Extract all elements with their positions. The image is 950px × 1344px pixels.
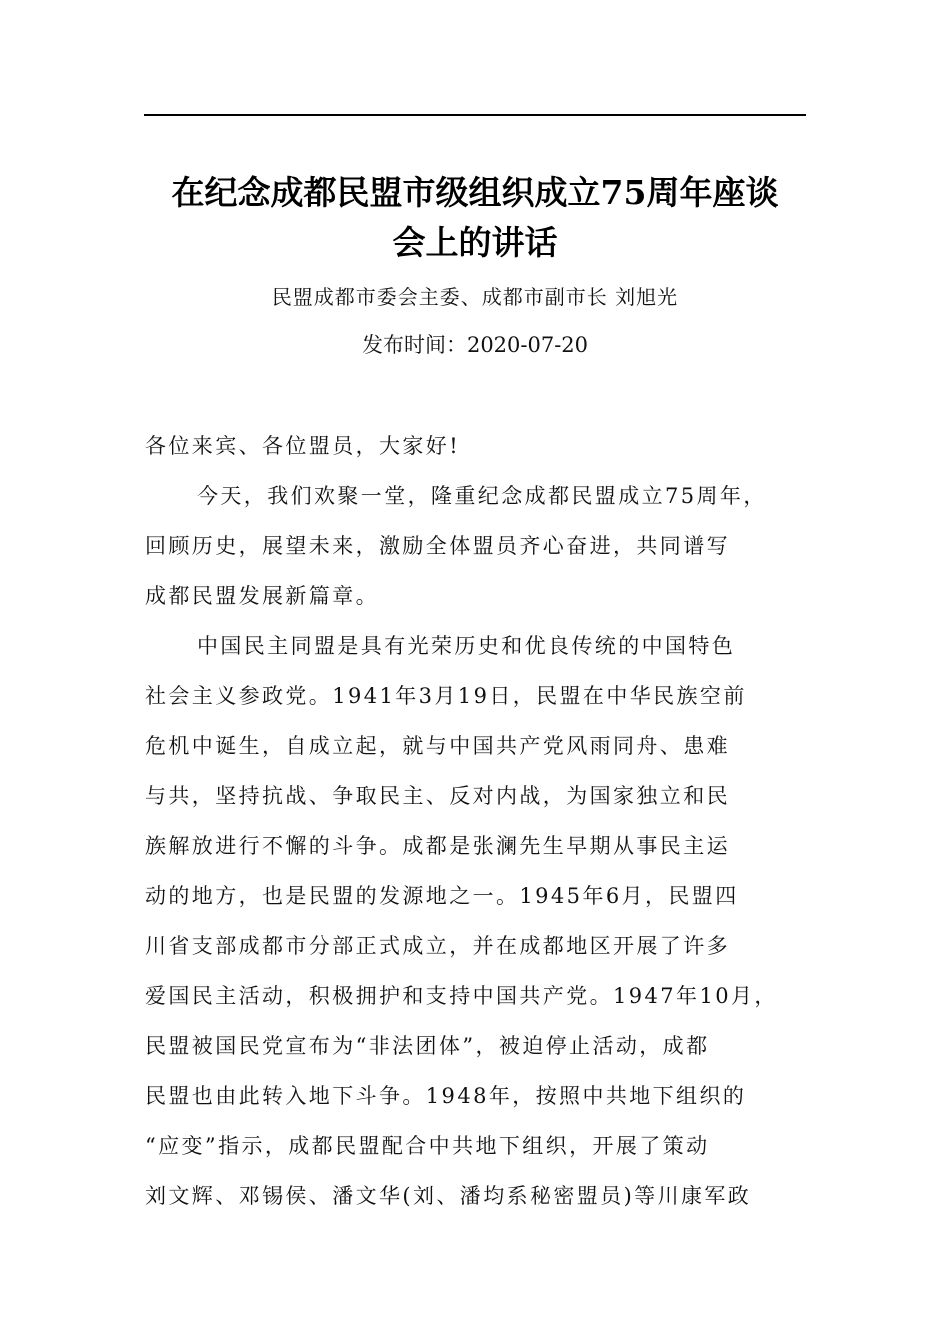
author-byline: 民盟成都市委会主委、成都市副市长 刘旭光 (271, 285, 679, 309)
body-line: 民盟也由此转入地下斗争。1948年，按照中共地下组织的 (145, 1084, 747, 1108)
body-text (145, 421, 825, 1221)
body-line: 爱国民主活动，积极拥护和支持中国共产党。1947年10月， (145, 984, 778, 1008)
body-line: 中国民主同盟是具有光荣历史和优良传统的中国特色 (197, 634, 736, 658)
body-line: 危机中诞生，自成立起，就与中国共产党风雨同舟、患难 (145, 734, 730, 758)
body-line: 今天，我们欢聚一堂，隆重纪念成都民盟成立75周年， (197, 484, 767, 508)
body-line: 川省支部成都市分部正式成立，并在成都地区开展了许多 (145, 934, 730, 958)
body-line: 回顾历史，展望未来，激励全体盟员齐心奋进，共同谱写 (145, 534, 730, 558)
body-line: 成都民盟发展新篇章。 (145, 584, 379, 608)
header-rule (144, 114, 806, 116)
title-line-2: 会上的讲话 (392, 223, 558, 262)
body-line: 与共，坚持抗战、争取民主、反对内战，为国家独立和民 (145, 784, 730, 808)
body-line: 社会主义参政党。1941年3月19日，民盟在中华民族空前 (145, 684, 747, 708)
body-line: 刘文辉、邓锡侯、潘文华(刘、潘均系秘密盟员)等川康军政 (145, 1184, 752, 1208)
body-line: 民盟被国民党宣布为“非法团体”，被迫停止活动，成都 (145, 1034, 710, 1058)
body-line: 动的地方，也是民盟的发源地之一。1945年6月，民盟四 (145, 884, 739, 908)
publish-date: 发布时间：2020-07-20 (361, 333, 589, 357)
body-line: “应变”指示，成都民盟配合中共地下组织，开展了策动 (145, 1134, 710, 1158)
body-line: 各位来宾、各位盟员，大家好! (145, 434, 461, 458)
title-line-1: 在纪念成都民盟市级组织成立75周年座谈 (171, 173, 779, 212)
document-title (120, 168, 830, 268)
body-line: 族解放进行不懈的斗争。成都是张澜先生早期从事民主运 (145, 834, 730, 858)
